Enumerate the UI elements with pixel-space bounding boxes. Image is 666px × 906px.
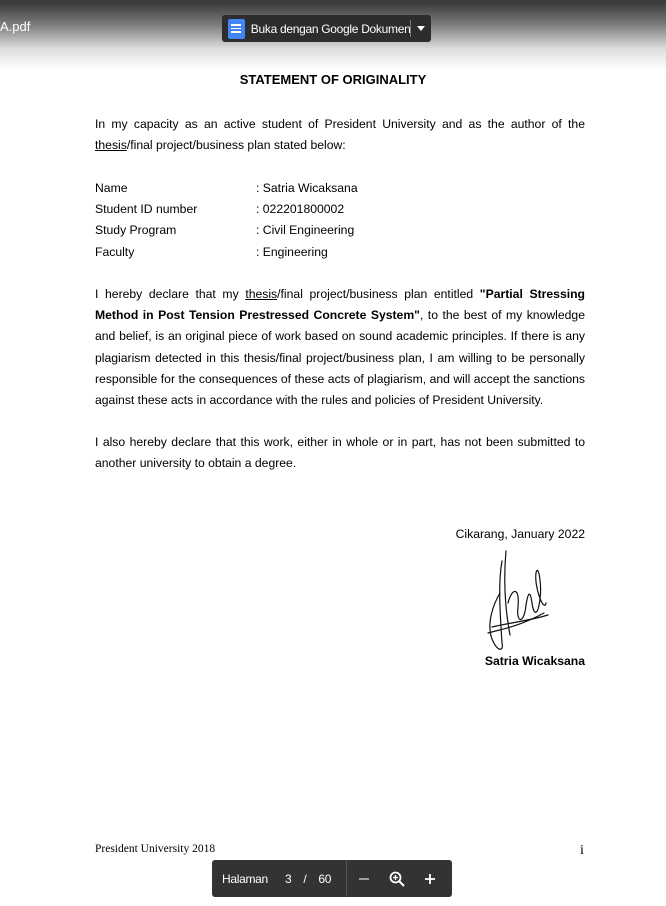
zoom-magnifier-icon (388, 870, 406, 888)
intro-text: In my capacity as an active student of President University and as the author of the (95, 117, 585, 131)
intro-paragraph (95, 114, 585, 156)
info-label: Faculty (95, 244, 135, 259)
viewer-top-bar (0, 0, 666, 70)
signer-name: Satria Wicaksana (484, 654, 585, 668)
info-row (95, 199, 358, 220)
page-number: i (580, 843, 584, 858)
intro-underlined: thesis (95, 138, 127, 153)
open-with-google-docs-button[interactable] (222, 15, 431, 42)
declaration-paragraph (95, 284, 585, 411)
declaration-text-mid: /final project/business plan entitled (277, 287, 480, 301)
page-navigation-bar (212, 860, 452, 897)
thesis-title: "Partial Stressing Method in Post Tension Prestressed Concrete System" (95, 287, 585, 323)
document-title: STATEMENT OF ORIGINALITY (239, 72, 427, 87)
info-value: : Satria Wicaksana (256, 181, 358, 195)
place-date: Cikarang, January 2022 (455, 527, 585, 541)
total-pages: 60 (318, 871, 332, 886)
file-name: A.pdf (0, 19, 31, 34)
info-label: Name (95, 181, 128, 195)
info-value: : Engineering (256, 244, 328, 259)
page-separator: / (303, 871, 307, 886)
info-label: Student ID number (95, 202, 198, 217)
zoom-in-button[interactable] (413, 860, 446, 897)
info-row (95, 220, 358, 241)
page-footer: President University 2018 (95, 843, 216, 855)
google-docs-icon (228, 19, 245, 39)
intro-text-end: /final project/business plan stated below: (126, 138, 346, 153)
also-declare-text: I also hereby declare that this work, either in whole or in part, has not been submitted to another university to obtain a degree. (95, 435, 585, 471)
plus-icon (423, 872, 437, 886)
declaration-text: I hereby declare that my (95, 287, 246, 301)
info-value: : Civil Engineering (256, 223, 355, 238)
top-divider (0, 0, 666, 4)
zoom-fit-button[interactable] (380, 860, 413, 897)
info-value: : 022201800002 (256, 202, 345, 217)
signature-image (478, 543, 558, 655)
page-label: Halaman (222, 871, 268, 886)
info-row (95, 178, 358, 199)
zoom-out-button[interactable] (347, 860, 380, 897)
open-with-label: Buka dengan Google Dokumen (250, 21, 411, 36)
student-info (95, 178, 358, 263)
dropdown-caret-icon[interactable] (411, 26, 431, 31)
minus-icon (357, 872, 371, 886)
declaration-text-end: , to the best of my knowledge and belief, is an original piece of work based on sound academic principles. If there is any plagiarism detected in this thesis/final project/business plan, I am willing to be personally responsible for the consequences of these acts of plagiarism, and will accept the sanctions against these acts in accordance with the rules and policies of President University. (95, 308, 585, 408)
current-page-input[interactable]: 3 (284, 871, 292, 886)
info-label: Study Program (95, 223, 177, 238)
declaration-underlined: thesis (245, 287, 278, 301)
also-declare-paragraph (95, 432, 585, 474)
info-row (95, 242, 358, 263)
